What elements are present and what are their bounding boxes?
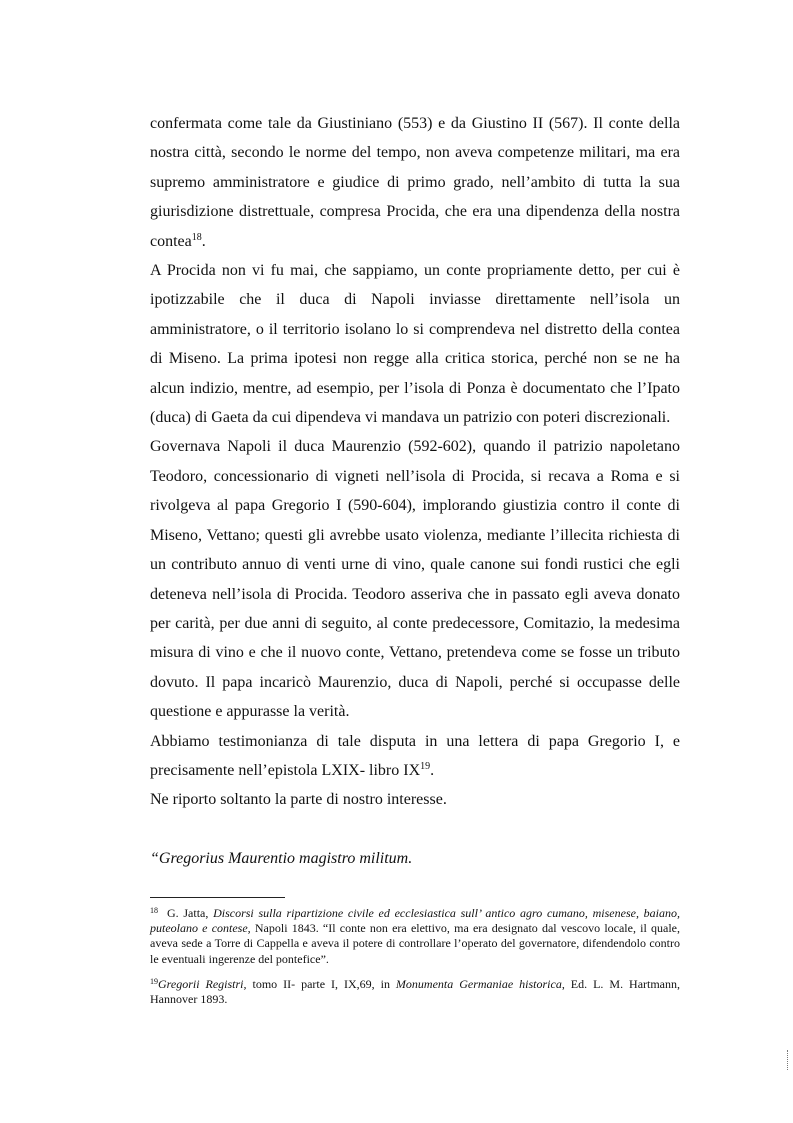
paragraph-text: Abbiamo testimonianza di tale disputa in una lettera di papa Gregorio I, e precisamente nell’epistola LXIX- libro IX [150,732,680,779]
paragraph: Ne riporto soltanto la parte di nostro interesse. [150,791,447,809]
footnote-18 [150,906,680,967]
footnote-number: 18 [150,906,158,915]
footnote-collection: Monumenta Germaniae historica [395,976,562,991]
footnote-title: Gregorii Registri, [158,976,247,991]
footnote-number: 19 [150,976,158,986]
paragraph-end: . [201,232,206,250]
footnote-author: G. Jatta, [167,906,214,920]
paragraph [150,109,680,256]
footnote-text: , Ed. L. M. Hartmann, Hannover 1893. [150,976,681,1007]
paragraph: Governava Napoli il duca Maurenzio (592-602), quando il patrizio napoletano Teodoro, concessionario di vigneti nell’isola di Procida, si recava a Roma e si rivolgeva al papa Gregorio I (590-604), implorando giustizia contro il conte di Miseno, Vettano; questi gli avrebbe usato violenza, mediante l’illecita richiesta di un contributo annuo di venti urne di vino, quale canone sui fondi rustici che egli deteneva nell’isola di Procida. Teodoro asseriva che in passato egli aveva donato per carità, per due anni di seguito, al conte predecessore, Comitazio, la medesima misura di vino e che il nuovo conte, Vettano, pretendeva come se fosse un tributo dovuto. Il papa incaricò Maurenzio, duca di Napoli, perché si occupasse delle questione e appurasse la verità. [150,438,680,721]
latin-quotation: “Gregorius Maurentio magistro militum. [150,850,413,867]
footnote-text: Napoli 1843. “Il conte non era elettivo, ma era designato dal vescovo locale, il quale, aveva sede a Torre di Cappella e aveva il potere di controllare l’operato del governatore, difendendolo contro le eventuali ingerenze del pontefice”. [150,921,680,966]
footnote-19 [150,977,680,1007]
footnote-title: Discorsi sulla ripartizione civile ed ecclesiastica sull’ antico agro cumano, misenese, baiano, puteolano e contese, [150,906,680,936]
body-text [150,109,680,815]
footnotes [150,906,680,1007]
paragraph-end: . [430,761,435,779]
footnote-reference[interactable]: 18 [191,231,202,243]
paragraph [150,727,680,786]
paragraph: A Procida non vi fu mai, che sappiamo, un conte propriamente detto, per cui è ipotizzabile che il duca di Napoli inviasse direttamente nell’isola un amministratore, o il territorio isolano lo si comprendeva nel distretto della contea di Miseno. La prima ipotesi non regge alla critica storica, perché non se ne ha alcun indizio, mentre, ad esempio, per l’isola di Ponza è documentato che l’Ipato (duca) di Gaeta da cui dipendeva vi mandava un patrizio con poteri discrezionali. [150,262,680,427]
paragraph-text: confermata come tale da Giustiniano (553) e da Giustino II (567). Il conte della nostra città, secondo le norme del tempo, non aveva competenze militari, ma era supremo amministratore e giudice di primo grado, nell’ambito di tutta la sua giurisdizione distrettuale, compresa Procida, che era una dipendenza della nostra contea [150,115,680,250]
scan-edge-mark [787,1050,790,1070]
footnote-reference[interactable]: 19 [420,760,431,772]
footnote-divider [150,897,285,898]
footnote-text: tomo II- parte I, IX,69, in [246,976,396,991]
